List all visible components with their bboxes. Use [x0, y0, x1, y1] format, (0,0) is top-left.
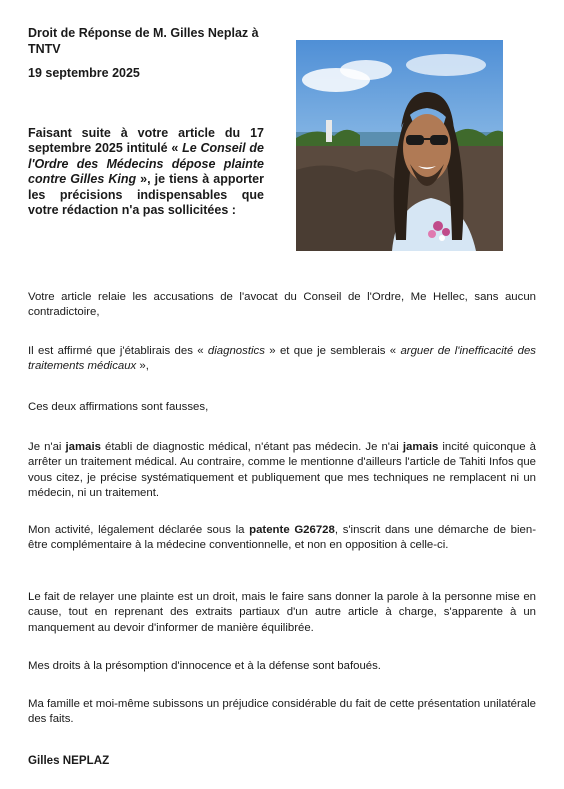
p4-text-c: établi de diagnostic médical, n'étant pas médecin. Je n'ai [100, 441, 403, 453]
p4-emphasis-1: jamais [65, 441, 101, 453]
p2-text-e: », [136, 360, 149, 373]
patente-number: patente G26728 [249, 524, 335, 536]
p2-text-c: » et que je semblerais « [264, 345, 401, 357]
p4-emphasis-2: jamais [402, 441, 439, 453]
paragraph-4 [28, 440, 536, 502]
article-title: Le Conseil de l'Ordre des Médecins dépose plainte contre Gilles King [28, 141, 264, 187]
p4-text-a: Je n'ai [28, 441, 66, 453]
paragraph-7: Mes droits à la présomption d'innocence et à la défense sont bafoués. [28, 660, 381, 672]
paragraph-8: Ma famille et moi-même subissons un préjudice considérable du fait de cette présentation unilatérale des faits. [28, 698, 536, 726]
p4-text-e: incité quiconque à arrêter un traitement médical. Au contraire, comme le mentionne d'ailleurs l'article de Tahiti Infos que vous citez, je précise systématiquement et publiquement que mes techniques ne remplacent ni un médecin, ni un traitement. [28, 441, 536, 500]
intro-lead: Faisant suite à votre article du 17 septembre 2025 intitulé « [28, 126, 264, 156]
portrait-photo [296, 40, 503, 251]
paragraph-3: Ces deux affirmations sont fausses, [28, 401, 209, 413]
paragraph-2 [28, 344, 536, 375]
signature: Gilles NEPLAZ [28, 754, 110, 767]
letter-title: Droit de Réponse de M. Gilles Neplaz à TNTV [28, 26, 259, 56]
paragraph-1: Votre article relaie les accusations de l'avocat du Conseil de l'Ordre, Me Hellec, sans aucun contradictoire, [28, 291, 536, 319]
letter-date: 19 septembre 2025 [28, 66, 140, 80]
p2-text-a: Il est affirmé que j'établirais des « [28, 345, 208, 357]
paragraph-6: Le fait de relayer une plainte est un droit, mais le faire sans donner la parole à la personne mise en cause, tout en reprenant des extraits partiaux d'un autre article à charge, s'apparente à un manquement au devoir d'informer de manière équilibrée. [28, 591, 536, 634]
p5-text-a: Mon activité, légalement déclarée sous la [28, 524, 250, 536]
p2-quote-diagnostics: diagnostics [207, 345, 265, 357]
portrait-photo-icon [296, 40, 503, 251]
paragraph-5 [28, 523, 536, 554]
intro-paragraph [28, 126, 264, 218]
p2-quote-inefficacite: arguer de l'inefficacité des traitements médicaux [28, 345, 536, 373]
p5-text-c: , s'inscrit dans une démarche de bien-être complémentaire à la médecine conventionnelle, et non en opposition à celle-ci. [28, 524, 537, 552]
intro-tail: », je tiens à apporter les précisions indispensables que votre rédaction n'a pas sollicitées : [28, 172, 264, 218]
